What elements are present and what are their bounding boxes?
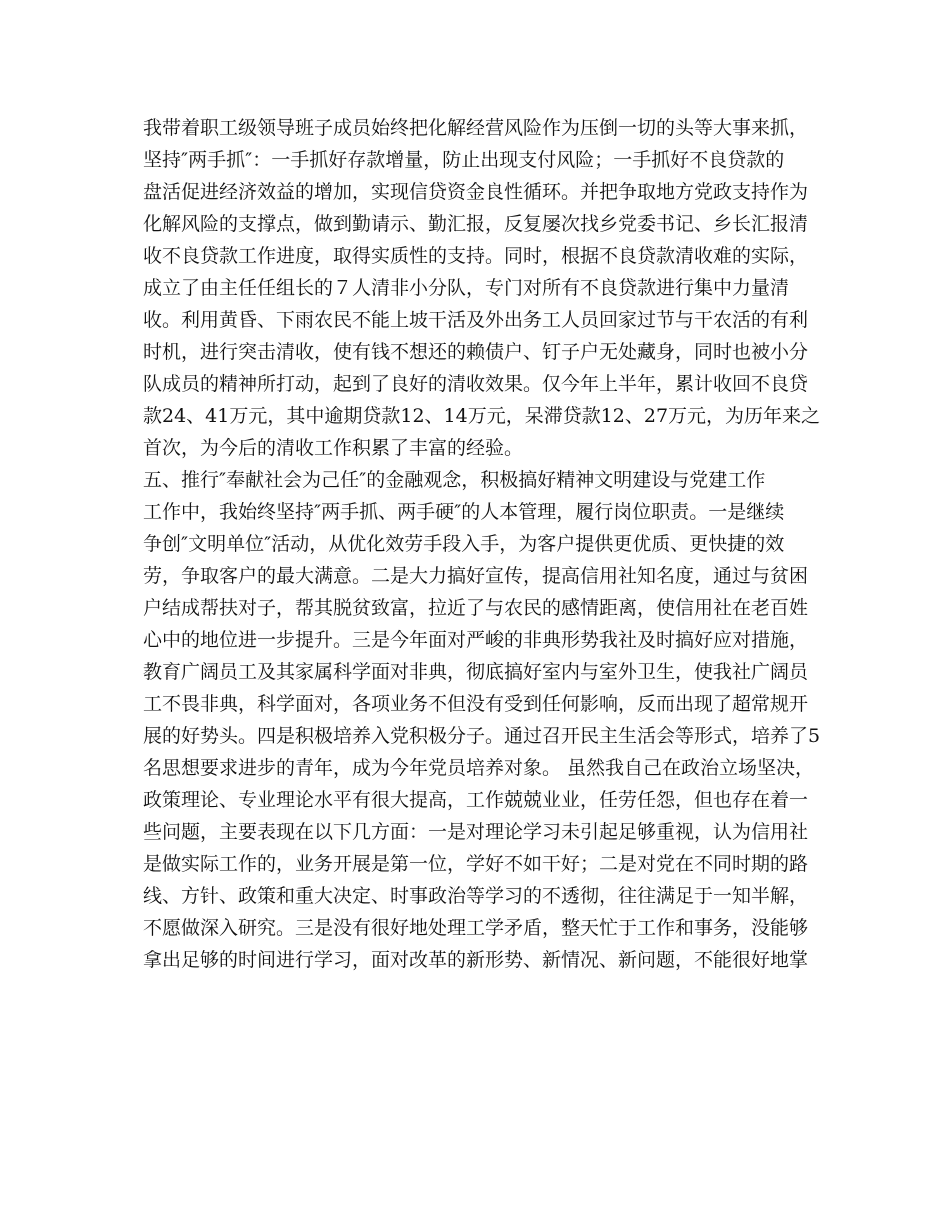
text-line: 不愿做深入研究。三是没有很好地处理工学矛盾，整天忙于工作和事务，没能够 — [143, 917, 809, 939]
text-line: 政策理论、专业理论水平有很大提高，工作兢兢业业，任劳任怨，但也存在着一 — [143, 789, 809, 811]
text-line: 拿出足够的时间进行学习，面对改革的新形势、新情况、新问题，不能很好地掌 — [143, 949, 809, 971]
document-page — [143, 112, 821, 976]
text-line: 工作中，我始终坚持″两手抓、两手硬″的人本管理，履行岗位职责。一是继续 — [143, 501, 785, 523]
text-line: 线、方针、政策和重大决定、时事政治等学习的不透彻，往往满足于一知半解， — [143, 885, 809, 907]
text-line: 是做实际工作的，业务开展是第一位，学好不如干好；二是对党在不同时期的路 — [143, 853, 809, 875]
text-line: 争创″文明单位″活动，从优化效劳手段入手，为客户提供更优质、更快捷的效 — [143, 533, 785, 555]
text-line: 展的好势头。四是积极培养入党积极分子。通过召开民主生活会等形式，培养了5 — [143, 725, 821, 747]
text-line: 教育广阔员工及其家属科学面对非典，彻底搞好室内与室外卫生，使我社广阔员 — [143, 661, 809, 683]
section-heading: 五、推行″奉献社会为己任″的金融观念，积极搞好精神文明建设与党建工作 — [143, 469, 766, 491]
text-line: 心中的地位进一步提升。三是今年面对严峻的非典形势我社及时搞好应对措施， — [143, 629, 809, 651]
text-line: 化解风险的支撑点，做到勤请示、勤汇报，反复屡次找乡党委书记、乡长汇报清 — [143, 213, 809, 235]
text-line: 成立了由主任任组长的７人清非小分队，专门对所有不良贷款进行集中力量清 — [143, 277, 790, 299]
text-line: 收。利用黄昏、下雨农民不能上坡干活及外出务工人员回家过节与干农活的有利 — [143, 309, 809, 331]
text-line: 我带着职工级领导班子成员始终把化解经营风险作为压倒一切的头等大事来抓， — [143, 117, 809, 139]
text-line: 些问题，主要表现在以下几方面：一是对理论学习未引起足够重视，认为信用社 — [143, 821, 809, 843]
text-line: 时机，进行突击清收，使有钱不想还的赖债户、钉子户无处藏身，同时也被小分 — [143, 341, 809, 363]
text-line: 坚持″两手抓″：一手抓好存款增量，防止出现支付风险；一手抓好不良贷款的 — [143, 149, 785, 171]
text-line: 款24、41万元，其中逾期贷款12、14万元，呆滞贷款12、27万元，为历年来之 — [143, 405, 821, 427]
text-line: 名思想要求进步的青年，成为今年党员培养对象。 虽然我自己在政治立场坚决， — [143, 757, 815, 779]
text-line: 盘活促进经济效益的增加，实现信贷资金良性循环。并把争取地方党政支持作为 — [143, 181, 809, 203]
text-line: 户结成帮扶对子，帮其脱贫致富，拉近了与农民的感情距离，使信用社在老百姓 — [143, 597, 809, 619]
text-line: 首次，为今后的清收工作积累了丰富的经验。 — [143, 437, 524, 459]
text-line: 队成员的精神所打动，起到了良好的清收效果。仅今年上半年，累计收回不良贷 — [143, 373, 809, 395]
text-line: 工不畏非典，科学面对，各项业务不但没有受到任何影响，反而出现了超常规开 — [143, 693, 809, 715]
text-line: 劳，争取客户的最大满意。二是大力搞好宣传，提高信用社知名度，通过与贫困 — [143, 565, 809, 587]
text-line: 收不良贷款工作进度，取得实质性的支持。同时，根据不良贷款清收难的实际， — [143, 245, 809, 267]
